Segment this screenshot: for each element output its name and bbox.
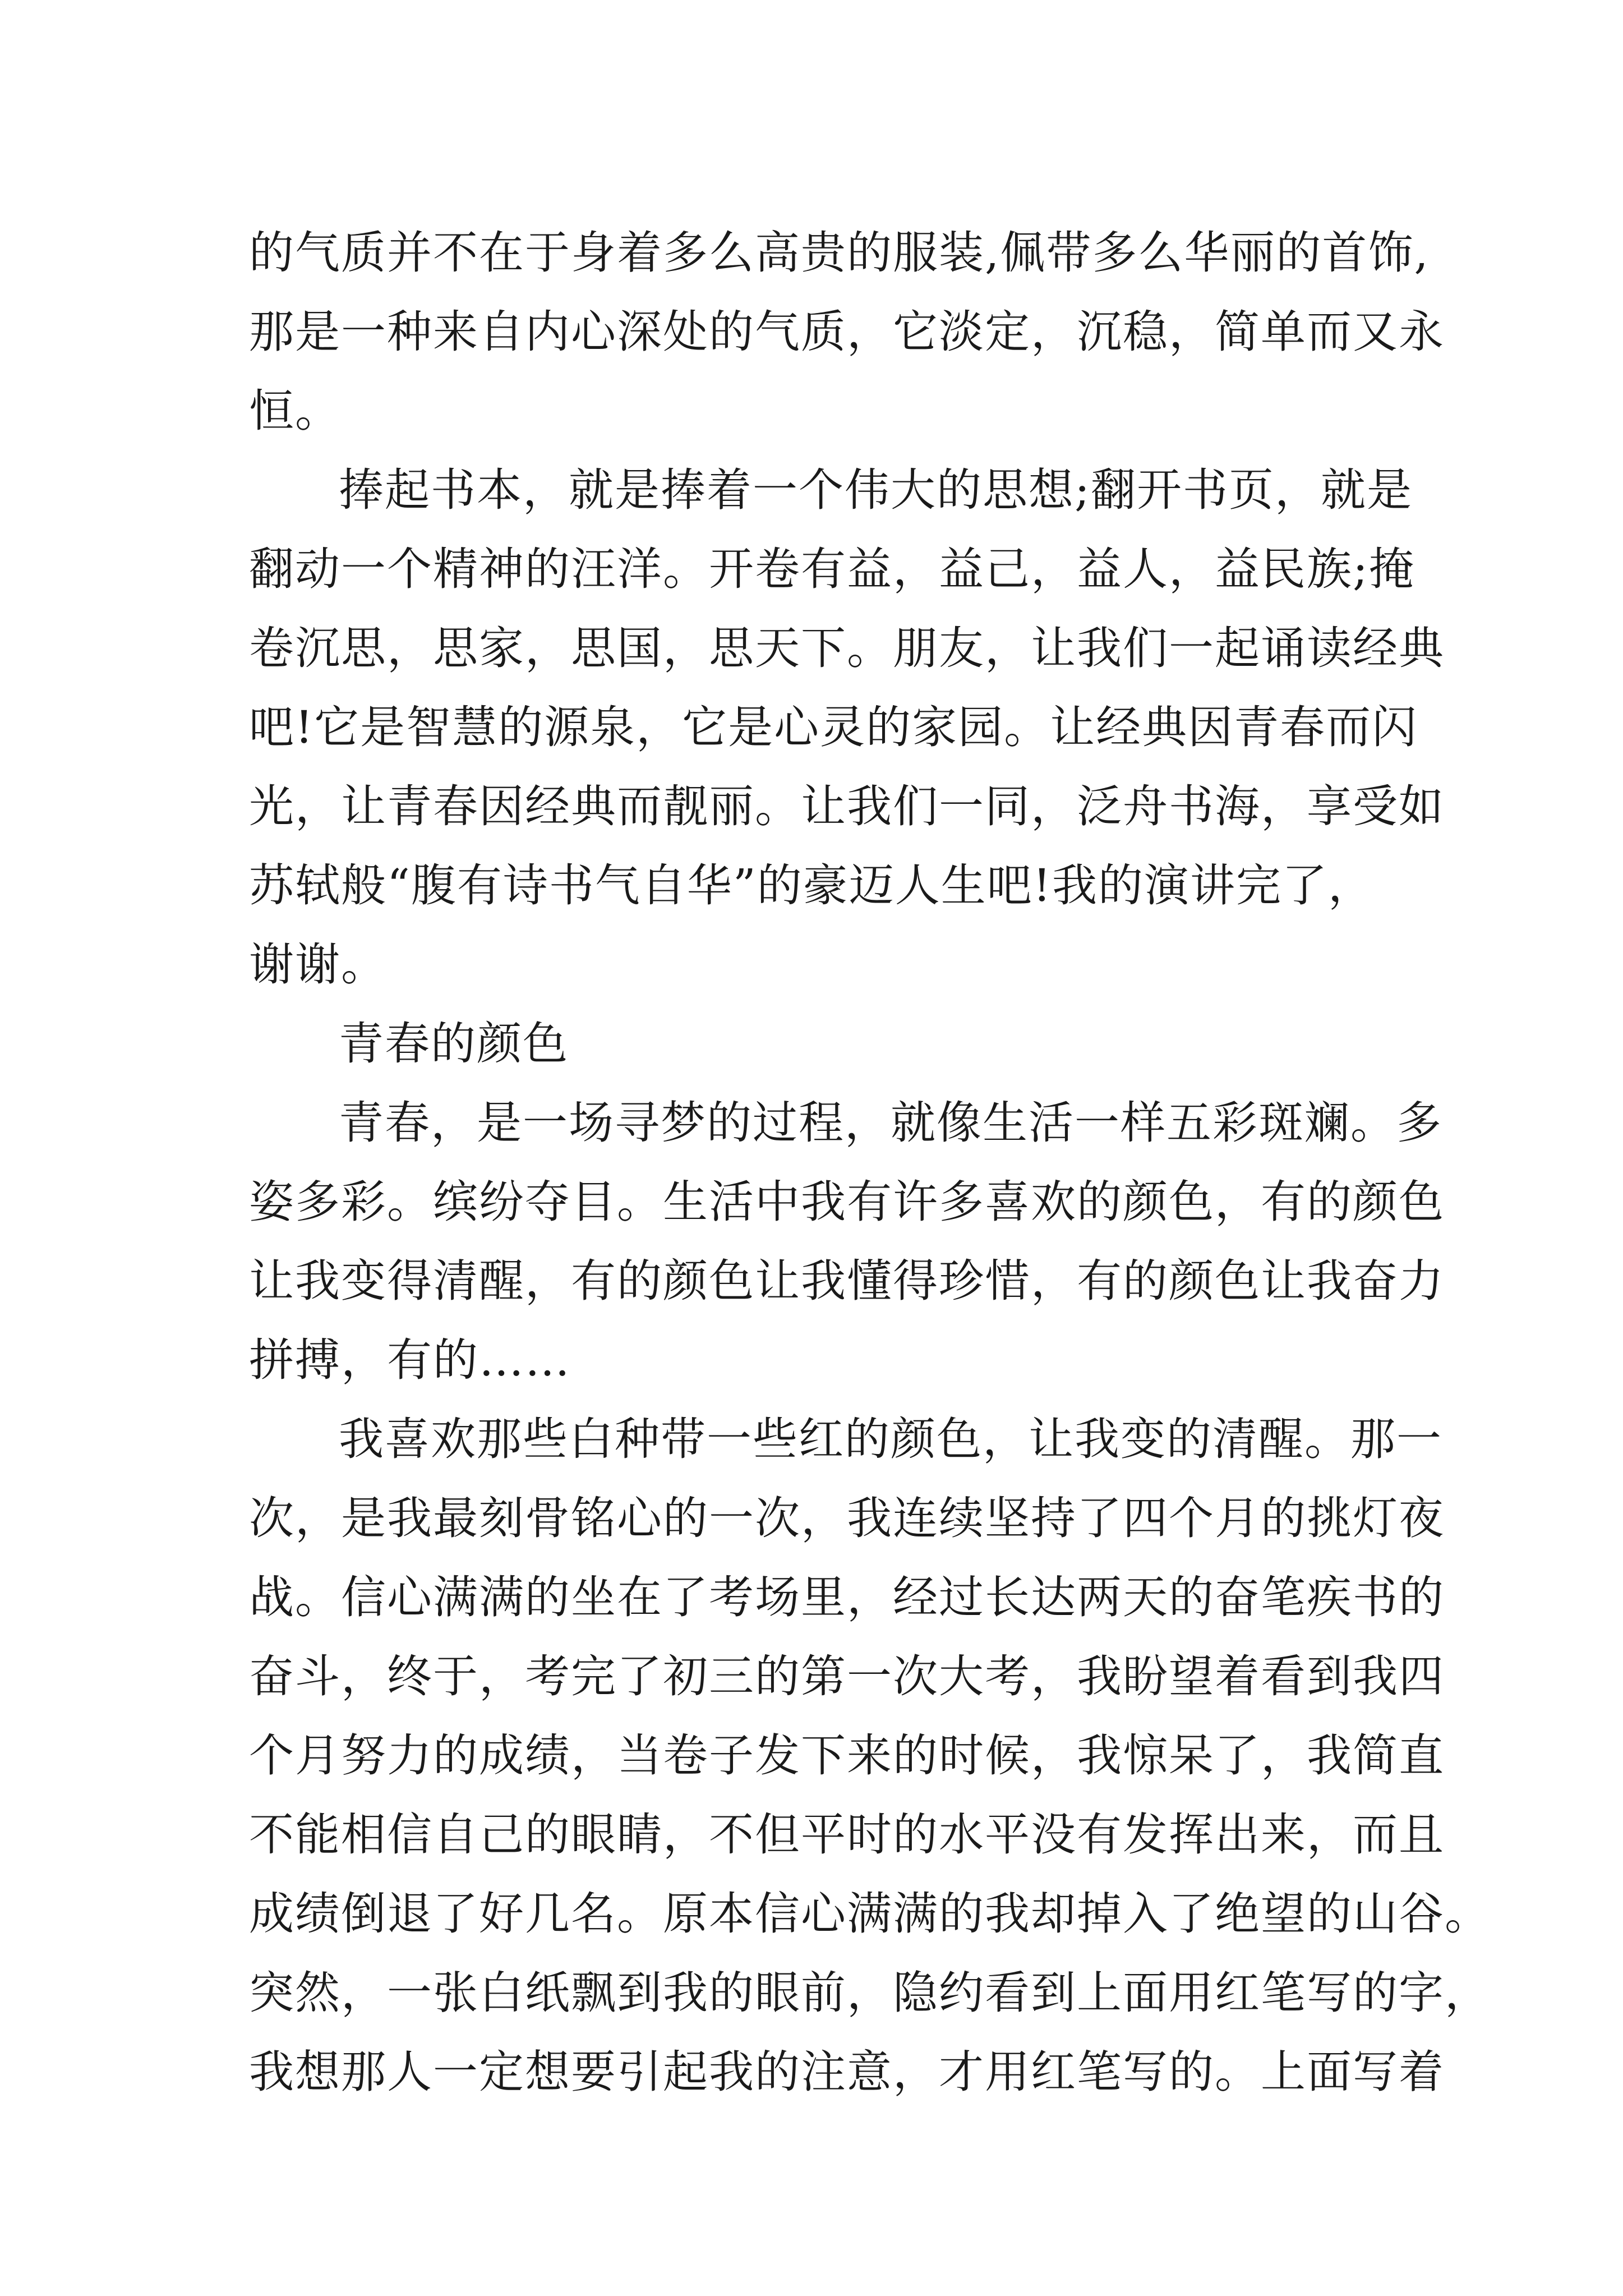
text-line: 拼搏，有的……	[249, 1334, 571, 1386]
text-line: 我喜欢那些白种带一些红的颜色，让我变的清醒。那一	[339, 1413, 1442, 1465]
text-line: 那是一种来自内心深处的气质，它淡定，沉稳，简单而又永	[249, 306, 1445, 358]
text-line: 谢谢。	[249, 938, 387, 991]
text-line: 成绩倒退了好几名。原本信心满满的我却掉入了绝望的山谷。	[249, 1888, 1491, 1940]
text-line: 卷沉思，思家，思国，思天下。朋友，让我们一起诵读经典	[249, 622, 1445, 674]
text-line: 我想那人一定想要引起我的注意，才用红笔写的。上面写着	[249, 2046, 1445, 2098]
section-heading: 青春的颜色	[339, 1018, 569, 1070]
text-line: 姿多彩。缤纷夺目。生活中我有许多喜欢的颜色，有的颜色	[249, 1176, 1445, 1228]
text-line: 战。信心满满的坐在了考场里，经过长达两天的奋笔疾书的	[249, 1571, 1445, 1623]
text-line: 翻动一个精神的汪洋。开卷有益，益己，益人，益民族;掩	[249, 543, 1415, 595]
text-line: 奋斗，终于，考完了初三的第一次大考，我盼望着看到我四	[249, 1650, 1445, 1703]
text-line: 突然，一张白纸飘到我的眼前，隐约看到上面用红笔写的字，	[249, 1967, 1491, 2019]
text-line: 次，是我最刻骨铭心的一次，我连续坚持了四个月的挑灯夜	[249, 1492, 1445, 1544]
text-line: 吧!它是智慧的源泉，它是心灵的家园。让经典因青春而闪	[249, 701, 1418, 753]
text-line: 青春，是一场寻梦的过程，就像生活一样五彩斑斓。多	[339, 1097, 1442, 1149]
text-line: 光，让青春因经典而靓丽。让我们一同，泛舟书海，享受如	[249, 780, 1445, 832]
text-line: 苏轼般“腹有诗书气自华”的豪迈人生吧!我的演讲完了，	[249, 859, 1374, 912]
text-line: 个月努力的成绩，当卷子发下来的时候，我惊呆了，我简直	[249, 1729, 1445, 1782]
text-line: 捧起书本，就是捧着一个伟大的思想;翻开书页，就是	[339, 464, 1413, 516]
text-line: 的气质并不在于身着多么高贵的服装,佩带多么华丽的首饰,	[249, 227, 1430, 279]
text-line: 让我变得清醒，有的颜色让我懂得珍惜，有的颜色让我奋力	[249, 1255, 1445, 1307]
document-body	[249, 213, 1491, 2111]
text-line: 不能相信自己的眼睛，不但平时的水平没有发挥出来，而且	[249, 1809, 1445, 1861]
text-line: 恒。	[249, 385, 341, 437]
